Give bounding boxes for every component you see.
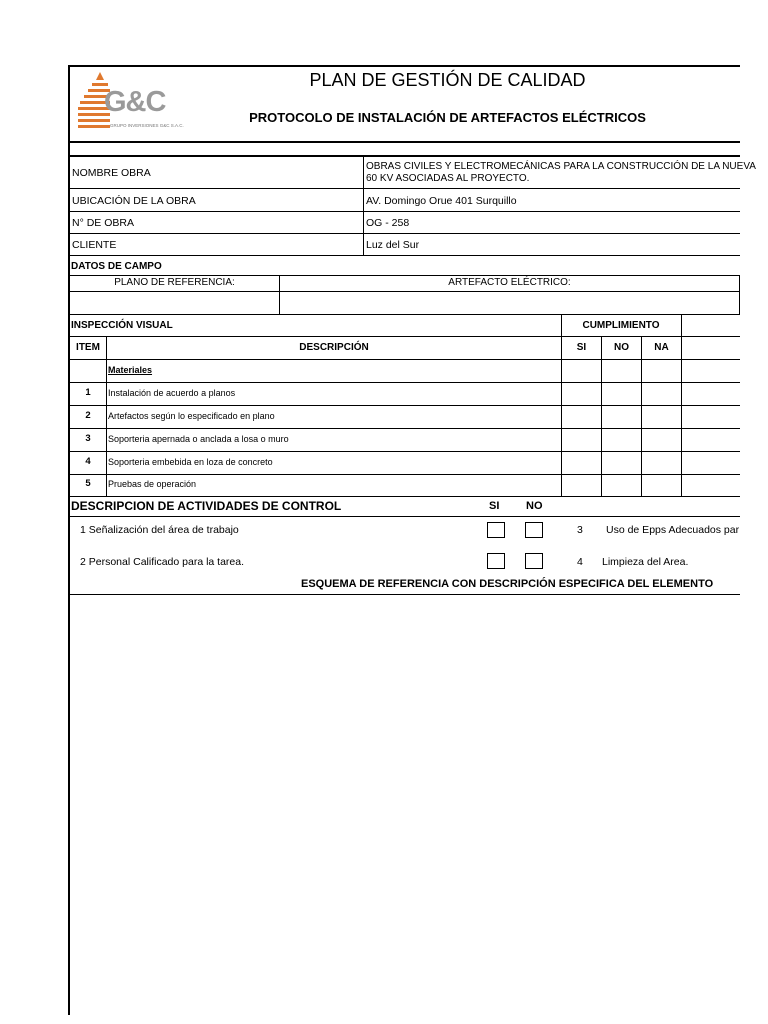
page-subtitle: PROTOCOLO DE INSTALACIÓN DE ARTEFACTOS ELÉCTRICOS	[249, 110, 646, 125]
header-divider	[68, 141, 740, 143]
obra-value-line1: OBRAS CIVILES Y ELECTROMECÁNICAS PARA LA CONSTRUCCIÓN DE LA NUEVA	[366, 161, 756, 172]
control-activity-3: Uso de Epps Adecuados par	[606, 524, 740, 536]
row-description: Soporteria apernada o anclada a losa o muro	[108, 434, 289, 444]
table-line	[68, 336, 740, 337]
table-line	[68, 382, 740, 383]
table-col-line	[641, 336, 642, 496]
ubicacion-label: UBICACIÓN DE LA OBRA	[72, 195, 196, 207]
activity-1-no-checkbox[interactable]	[525, 522, 543, 538]
cliente-value: Luz del Sur	[366, 239, 420, 251]
col-item-header: ITEM	[76, 342, 100, 353]
control-activity-1: 1 Señalización del área de trabajo	[80, 524, 239, 536]
col-na-header: NA	[654, 342, 669, 353]
plano-referencia-label: PLANO DE REFERENCIA:	[114, 277, 235, 288]
table-line	[68, 359, 740, 360]
table-line	[68, 474, 740, 475]
frame-left-border	[68, 65, 70, 1015]
activity-2-no-checkbox[interactable]	[525, 553, 543, 569]
page-title: PLAN DE GESTIÓN DE CALIDAD	[309, 70, 586, 90]
cumplimiento-label: CUMPLIMIENTO	[582, 320, 660, 331]
info-row-line	[68, 188, 740, 189]
inspeccion-title: INSPECCIÓN VISUAL	[71, 320, 173, 331]
col-descripcion-header: DESCRIPCIÓN	[299, 342, 369, 353]
ubicacion-value: AV. Domingo Orue 401 Surquillo	[366, 195, 517, 207]
control-activity-4: Limpieza del Area.	[602, 556, 689, 568]
row-item: 2	[85, 410, 91, 421]
artefacto-label: ARTEFACTO ELÉCTRICO:	[448, 277, 571, 288]
cliente-label: CLIENTE	[72, 239, 117, 251]
datos-campo-title: DATOS DE CAMPO	[71, 261, 162, 272]
control-activity-2: 2 Personal Calificado para la tarea.	[80, 556, 245, 568]
obra-label: NOMBRE OBRA	[72, 167, 151, 179]
frame-top-border	[68, 65, 740, 67]
info-row-line	[68, 211, 740, 212]
col-no-header: NO	[614, 342, 629, 353]
control-title: DESCRIPCION DE ACTIVIDADES DE CONTROL	[71, 499, 342, 513]
logo-subtext: GRUPO INVERSIONES G&C S.A.C.	[110, 123, 184, 128]
col-si-header: SI	[576, 342, 587, 353]
row-item: 3	[85, 433, 91, 444]
table-col-line	[681, 314, 682, 496]
obra-value-line2: 60 KV ASOCIADAS AL PROYECTO.	[366, 173, 530, 184]
control-si-label: SI	[489, 500, 500, 512]
control-activity-4-number: 4	[577, 556, 583, 568]
row-description: Pruebas de operación	[108, 479, 197, 489]
campo-right-border	[739, 275, 740, 314]
esquema-divider	[68, 594, 740, 595]
row-description: Instalación de acuerdo a planos	[108, 388, 236, 398]
table-line	[68, 428, 740, 429]
control-activity-3-number: 3	[577, 524, 583, 536]
control-no-label: NO	[526, 500, 543, 512]
table-col-line	[106, 336, 107, 496]
table-line	[68, 451, 740, 452]
table-line	[561, 314, 740, 315]
row-item: 5	[85, 478, 91, 489]
section-materiales: Materiales	[108, 365, 153, 375]
row-item: 4	[85, 456, 91, 467]
info-top-border	[68, 155, 740, 157]
row-item: 1	[85, 387, 91, 398]
row-description: Artefactos según lo especificado en plano	[108, 411, 275, 421]
table-line	[68, 496, 740, 497]
logo-text: G&C	[104, 86, 166, 118]
info-row-line	[68, 233, 740, 234]
numero-obra-value: OG - 258	[366, 217, 410, 229]
activity-1-si-checkbox[interactable]	[487, 522, 505, 538]
esquema-title: ESQUEMA DE REFERENCIA CON DESCRIPCIÓN ESPECIFICA DEL ELEMENTO	[301, 578, 714, 590]
table-line	[68, 405, 740, 406]
table-col-line	[601, 336, 602, 496]
activity-2-si-checkbox[interactable]	[487, 553, 505, 569]
numero-obra-label: N° DE OBRA	[72, 217, 134, 229]
info-row-line	[68, 255, 740, 256]
campo-line	[68, 291, 740, 292]
info-column-divider	[363, 156, 364, 255]
campo-line	[68, 275, 740, 276]
row-description: Soporteria embebida en loza de concreto	[108, 457, 273, 467]
control-divider	[68, 516, 740, 517]
